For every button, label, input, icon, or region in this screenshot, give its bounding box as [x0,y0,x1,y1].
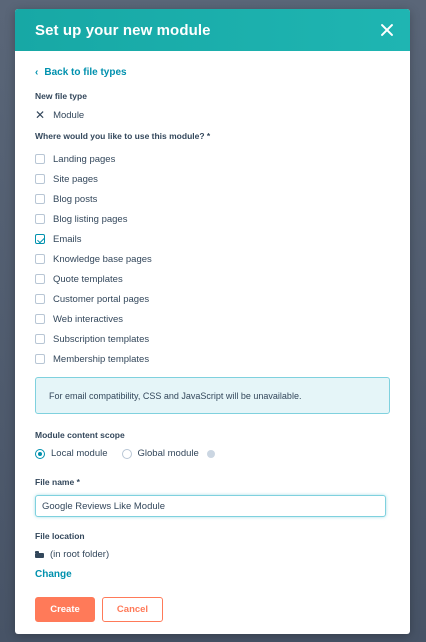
checkbox-web-interactives[interactable] [35,309,390,329]
checkbox[interactable] [35,194,45,204]
checkbox-label: Blog listing pages [53,213,128,225]
file-location-label: File location [35,531,85,541]
checkbox-blog-posts[interactable] [35,189,390,209]
checkbox[interactable] [35,314,45,324]
radio-label: Local module [51,448,108,459]
file-type-value [35,109,390,121]
radio-label: Global module [137,448,199,459]
cancel-button[interactable]: Cancel [102,597,163,622]
checkbox[interactable] [35,294,45,304]
email-compatibility-alert [35,377,390,414]
setup-module-dialog [15,9,410,634]
checkbox[interactable] [35,274,45,284]
file-type-text: Module [53,109,85,121]
checkbox-label: Subscription templates [53,333,150,345]
create-button[interactable]: Create [35,597,95,622]
checkbox-blog-listing-pages[interactable] [35,209,390,229]
checkbox-label: Customer portal pages [53,293,150,305]
checkbox-label: Web interactives [53,313,124,325]
checkbox-subscription-templates[interactable] [35,329,390,349]
checkbox-checked[interactable] [35,234,45,244]
module-type-icon: ✕ [35,108,46,122]
chevron-left-icon: ‹ [35,67,39,78]
location-text: (in root folder) [50,549,110,560]
usage-checkbox-list [35,149,390,369]
checkbox[interactable] [35,154,45,164]
checkbox-membership-templates[interactable] [35,349,390,369]
checkbox-customer-portal-pages[interactable] [35,289,390,309]
checkbox[interactable] [35,174,45,184]
alert-text: For email compatibility, CSS and JavaScript will be unavailable. [49,390,302,401]
close-icon[interactable] [378,21,396,39]
dialog-header [15,9,410,51]
checkbox-emails[interactable] [35,229,390,249]
change-location-link[interactable]: Change [35,569,72,580]
dialog-footer [35,597,390,622]
radio-selected[interactable] [35,449,45,459]
checkbox-landing-pages[interactable] [35,149,390,169]
checkbox[interactable] [35,214,45,224]
usage-label: Where would you like to use this module? * [35,131,211,141]
checkbox-label: Knowledge base pages [53,253,152,265]
info-icon[interactable] [207,450,215,458]
checkbox-label: Emails [53,233,82,245]
file-name-label: File name * [35,477,80,487]
checkbox[interactable] [35,254,45,264]
checkbox[interactable] [35,354,45,364]
dialog-body [15,51,410,622]
checkbox-label: Blog posts [53,193,98,205]
checkbox-label: Quote templates [53,273,123,285]
file-type-label: New file type [35,91,87,101]
checkbox-label: Site pages [53,173,98,185]
checkbox-label: Landing pages [53,153,116,165]
back-link-label: Back to file types [44,67,127,78]
scope-label: Module content scope [35,430,125,440]
checkbox[interactable] [35,334,45,344]
radio-local-module[interactable] [35,448,108,459]
back-to-file-types-link[interactable] [35,67,390,78]
file-location-value [35,549,390,560]
radio[interactable] [122,449,132,459]
folder-icon [35,551,44,558]
file-name-input[interactable] [35,495,386,517]
checkbox-knowledge-base-pages[interactable] [35,249,390,269]
dialog-title: Set up your new module [35,21,211,39]
scope-radio-group [35,448,390,459]
checkbox-site-pages[interactable] [35,169,390,189]
radio-global-module[interactable] [122,448,199,459]
checkbox-quote-templates[interactable] [35,269,390,289]
checkbox-label: Membership templates [53,353,150,365]
